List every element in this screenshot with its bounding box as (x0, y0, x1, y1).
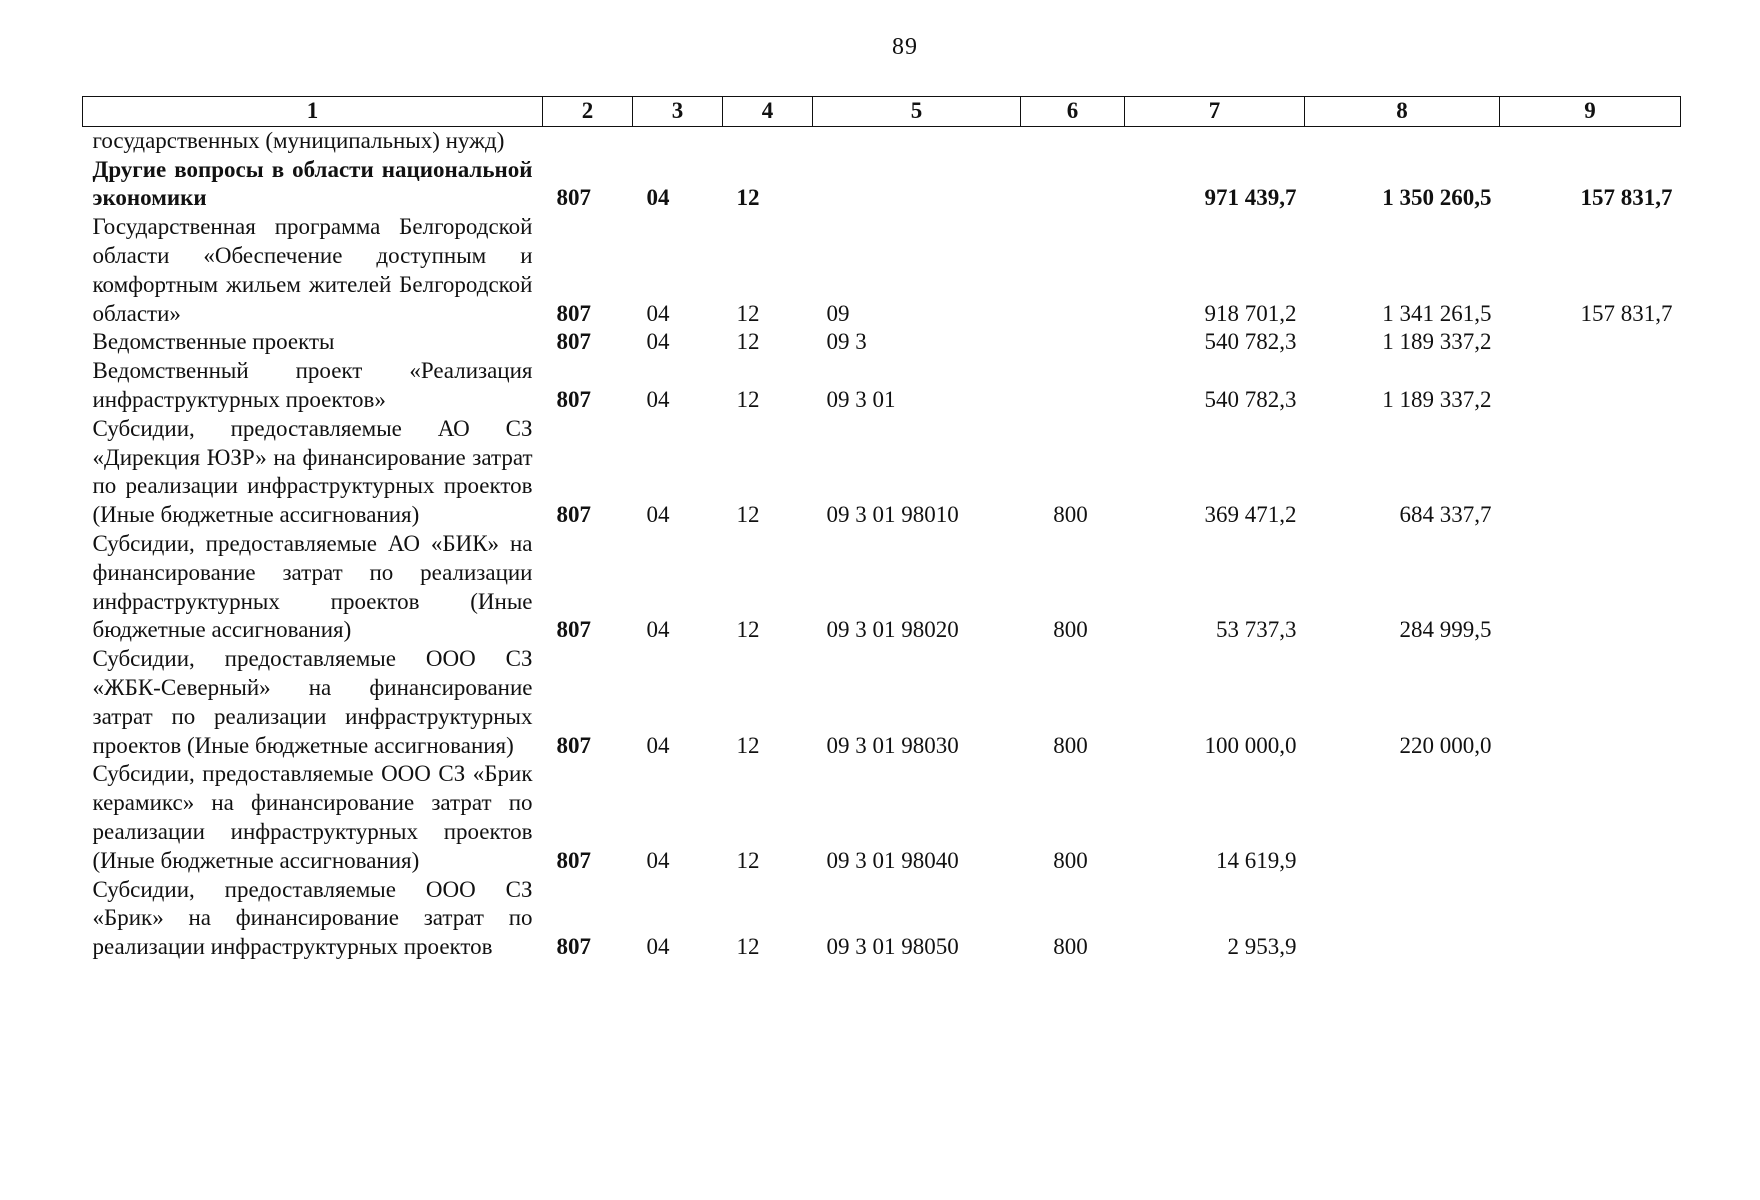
cell-ministry: 807 (556, 329, 591, 355)
cell-expense-type (1021, 126, 1125, 155)
cell-section: 04 (646, 300, 670, 326)
table-row (83, 213, 1681, 328)
row-description: Субсидии, предоставляемые ООО СЗ «ЖБК-Северный» на финансирование затрат по реализации инфраструктурных проектов (Иные бюджетные ассигнования) (92, 646, 533, 758)
column-header-6: 6 (1021, 97, 1125, 127)
cell-ministry: 807 (556, 386, 591, 412)
table-row (83, 126, 1681, 155)
cell-amount-col9 (1500, 876, 1681, 962)
cell-target-article: 09 (826, 300, 850, 326)
cell-expense-type (1021, 357, 1125, 415)
column-header-3: 3 (633, 97, 723, 127)
cell-expense-type: 800 (1053, 732, 1088, 758)
cell-amount-col9: 157 831,7 (1580, 185, 1673, 211)
cell-ministry: 807 (556, 300, 591, 326)
cell-subsection (723, 126, 813, 155)
cell-amount-col7: 918 701,2 (1204, 300, 1297, 326)
cell-target-article: 09 3 01 (826, 386, 896, 412)
cell-ministry: 807 (556, 847, 591, 873)
cell-amount-col8: 1 189 337,2 (1382, 329, 1492, 355)
cell-amount-col8: 220 000,0 (1399, 732, 1492, 758)
cell-amount-col7: 540 782,3 (1204, 386, 1297, 412)
cell-target-article (813, 126, 1021, 155)
cell-amount-col7: 540 782,3 (1204, 329, 1297, 355)
page-number: 89 (892, 34, 918, 60)
row-description: Субсидии, предоставляемые ООО СЗ «Брик керамикс» на финансирование затрат по реализации инфраструктурных проектов (Иные бюджетные ассигнования) (92, 761, 533, 873)
table-row (83, 530, 1681, 645)
cell-target-article: 09 3 01 98040 (826, 847, 959, 873)
cell-amount-col8: 1 341 261,5 (1382, 300, 1492, 326)
cell-section: 04 (646, 185, 670, 211)
table-row (83, 156, 1681, 214)
cell-amount-col9 (1500, 530, 1681, 645)
cell-amount-col8 (1305, 876, 1500, 962)
cell-target-article: 09 3 01 98050 (826, 934, 959, 960)
cell-expense-type: 800 (1053, 847, 1088, 873)
row-description: Ведомственные проекты (92, 329, 335, 355)
cell-amount-col9 (1500, 357, 1681, 415)
cell-section: 04 (646, 386, 670, 412)
cell-amount-col8: 1 350 260,5 (1382, 185, 1492, 211)
cell-expense-type (1021, 213, 1125, 328)
row-description: Другие вопросы в области национальной экономики (92, 156, 533, 211)
table-row (83, 328, 1681, 357)
cell-amount-col9 (1500, 126, 1681, 155)
cell-expense-type: 800 (1053, 934, 1088, 960)
table-row (83, 357, 1681, 415)
cell-subsection: 12 (736, 847, 760, 873)
cell-target-article (813, 156, 1021, 214)
table-row (83, 415, 1681, 530)
cell-ministry: 807 (556, 934, 591, 960)
cell-section: 04 (646, 934, 670, 960)
table-row (83, 645, 1681, 760)
cell-ministry (543, 126, 633, 155)
cell-expense-type: 800 (1053, 617, 1088, 643)
cell-amount-col8: 284 999,5 (1399, 617, 1492, 643)
column-header-9: 9 (1500, 97, 1681, 127)
budget-table (82, 96, 1681, 962)
cell-subsection: 12 (736, 386, 760, 412)
cell-target-article: 09 3 01 98010 (826, 502, 959, 528)
cell-target-article: 09 3 01 98030 (826, 732, 959, 758)
cell-amount-col7 (1125, 126, 1305, 155)
cell-amount-col9 (1500, 645, 1681, 760)
cell-ministry: 807 (556, 185, 591, 211)
column-header-2: 2 (543, 97, 633, 127)
cell-amount-col9: 157 831,7 (1580, 300, 1673, 326)
cell-amount-col7: 53 737,3 (1216, 617, 1297, 643)
cell-subsection: 12 (736, 617, 760, 643)
row-description: государственных (муниципальных) нужд) (92, 127, 505, 153)
cell-amount-col9 (1500, 328, 1681, 357)
column-header-4: 4 (723, 97, 813, 127)
cell-expense-type: 800 (1053, 502, 1088, 528)
column-header-5: 5 (813, 97, 1021, 127)
cell-amount-col7: 971 439,7 (1204, 185, 1297, 211)
row-description: Государственная программа Белгородской области «Обеспечение доступным и комфортным жильем жителей Белгородской области» (92, 214, 533, 326)
column-header-7: 7 (1125, 97, 1305, 127)
cell-amount-col7: 369 471,2 (1204, 502, 1297, 528)
cell-section: 04 (646, 617, 670, 643)
cell-subsection: 12 (736, 185, 760, 211)
cell-amount-col7: 14 619,9 (1216, 847, 1297, 873)
cell-target-article: 09 3 (826, 329, 867, 355)
row-description: Ведомственный проект «Реализация инфраструктурных проектов» (92, 358, 533, 412)
cell-subsection: 12 (736, 502, 760, 528)
cell-amount-col9 (1500, 415, 1681, 530)
cell-subsection: 12 (736, 934, 760, 960)
row-description: Субсидии, предоставляемые ООО СЗ «Брик» на финансирование затрат по реализации инфраструктурных проектов (92, 876, 533, 960)
table-row (83, 876, 1681, 962)
cell-section: 04 (646, 502, 670, 528)
cell-section (633, 126, 723, 155)
cell-ministry: 807 (556, 617, 591, 643)
cell-amount-col7: 2 953,9 (1227, 934, 1297, 960)
cell-amount-col7: 100 000,0 (1204, 732, 1297, 758)
cell-section: 04 (646, 732, 670, 758)
table-header-row (83, 97, 1681, 127)
cell-ministry: 807 (556, 732, 591, 758)
cell-subsection: 12 (736, 732, 760, 758)
cell-amount-col8: 1 189 337,2 (1382, 386, 1492, 412)
column-header-8: 8 (1305, 97, 1500, 127)
cell-amount-col8: 684 337,7 (1399, 502, 1492, 528)
column-header-1: 1 (83, 97, 543, 127)
cell-amount-col8 (1305, 760, 1500, 875)
cell-subsection: 12 (736, 300, 760, 326)
cell-target-article: 09 3 01 98020 (826, 617, 959, 643)
budget-table-container (82, 96, 1680, 962)
cell-section: 04 (646, 329, 670, 355)
row-description: Субсидии, предоставляемые АО «БИК» на финансирование затрат по реализации инфраструктурных проектов (Иные бюджетные ассигнования) (92, 530, 533, 643)
table-row (83, 760, 1681, 875)
cell-amount-col9 (1500, 760, 1681, 875)
cell-ministry: 807 (556, 502, 591, 528)
row-description: Субсидии, предоставляемые АО СЗ «Дирекция ЮЗР» на финансирование затрат по реализации инфраструктурных проектов (Иные бюджетные ассигнования) (92, 415, 533, 528)
cell-section: 04 (646, 847, 670, 873)
cell-expense-type (1021, 328, 1125, 357)
cell-expense-type (1021, 156, 1125, 214)
cell-amount-col8 (1305, 126, 1500, 155)
cell-subsection: 12 (736, 329, 760, 355)
